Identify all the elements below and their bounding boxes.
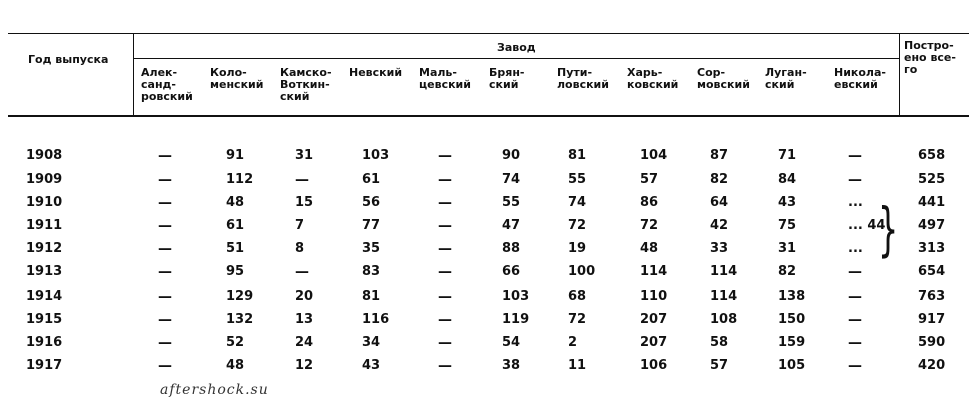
row-total: 420 (918, 358, 946, 373)
row-year: 1909 (26, 172, 63, 187)
table-cell: 55 (568, 172, 587, 187)
table-cell: — (438, 264, 452, 280)
table-cell: 88 (502, 241, 521, 256)
row-total: 525 (918, 172, 946, 187)
row-year: 1911 (26, 218, 63, 233)
row-total: 590 (918, 335, 946, 350)
table-cell: ... (848, 195, 863, 210)
table-cell: 35 (362, 241, 381, 256)
plant-header: Маль- цевский (419, 66, 471, 91)
table-cell: 114 (710, 289, 738, 304)
table-cell: 54 (502, 335, 521, 350)
table-cell: 34 (362, 335, 381, 350)
row-year: 1914 (26, 289, 63, 304)
year-column-header: Год выпуска (28, 53, 109, 66)
total-column-header: Постро- ено все- го (904, 39, 956, 76)
table-cell: — (158, 148, 172, 164)
table-cell: 110 (640, 289, 668, 304)
row-total: 763 (918, 289, 946, 304)
table-cell: 90 (502, 148, 521, 163)
table-cell: 51 (226, 241, 245, 256)
row-total: 917 (918, 312, 946, 327)
row-year: 1915 (26, 312, 63, 327)
table-cell: 83 (362, 264, 381, 279)
plant-header: Никола- евский (834, 66, 886, 91)
table-cell: 61 (362, 172, 381, 187)
plant-header: Сор- мовский (697, 66, 750, 91)
table-cell: 38 (502, 358, 521, 373)
table-cell: 100 (568, 264, 596, 279)
table-cell: — (295, 172, 309, 188)
table-cell: — (438, 218, 452, 234)
table-cell: 8 (295, 241, 305, 256)
table-cell: 150 (778, 312, 806, 327)
table-cell: — (438, 358, 452, 374)
table-cell: 72 (568, 312, 587, 327)
table-cell: 77 (362, 218, 381, 233)
table-cell: — (848, 289, 862, 305)
year-divider (133, 33, 134, 116)
table-cell: ... (848, 241, 863, 256)
row-total: 658 (918, 148, 946, 163)
table-cell: 64 (710, 195, 729, 210)
table-cell: 105 (778, 358, 806, 373)
table-cell: 72 (640, 218, 659, 233)
row-total: 441 (918, 195, 946, 210)
group-rule (133, 58, 899, 59)
table-cell: 87 (710, 148, 729, 163)
table-cell: 116 (362, 312, 390, 327)
table-cell: 95 (226, 264, 245, 279)
table-cell: 207 (640, 335, 668, 350)
table-cell: 19 (568, 241, 587, 256)
table-cell: — (158, 358, 172, 374)
table-cell: — (848, 264, 862, 280)
table-cell: — (848, 358, 862, 374)
row-total: 654 (918, 264, 946, 279)
row-year: 1916 (26, 335, 63, 350)
plant-header: Невский (349, 66, 403, 79)
plant-header: Коло- менский (210, 66, 264, 91)
table-cell: 81 (362, 289, 381, 304)
table-cell: — (158, 172, 172, 188)
table-cell: 114 (710, 264, 738, 279)
table-cell: 132 (226, 312, 254, 327)
row-year: 1910 (26, 195, 63, 210)
plant-header: Камско- Воткин- ский (280, 66, 332, 103)
table-cell: 103 (502, 289, 530, 304)
table-cell: 43 (362, 358, 381, 373)
table-cell: — (438, 289, 452, 305)
table-cell: — (438, 241, 452, 257)
table-cell: 2 (568, 335, 578, 350)
table-cell: 68 (568, 289, 587, 304)
header-bottom-rule (8, 115, 969, 117)
table-cell: 52 (226, 335, 245, 350)
table-cell: 7 (295, 218, 305, 233)
table-cell: — (158, 289, 172, 305)
table-cell: — (848, 148, 862, 164)
table-cell: 66 (502, 264, 521, 279)
plant-header: Харь- ковский (627, 66, 679, 91)
table-cell: — (848, 312, 862, 328)
table-cell: 24 (295, 335, 314, 350)
brace-bracket: } (878, 195, 899, 263)
watermark: aftershock.su (160, 382, 269, 398)
table-cell: 43 (778, 195, 797, 210)
table-cell: — (848, 335, 862, 351)
table-cell: 159 (778, 335, 806, 350)
table-cell: 57 (640, 172, 659, 187)
row-year: 1908 (26, 148, 63, 163)
table-cell: 31 (295, 148, 314, 163)
table-cell: 129 (226, 289, 254, 304)
table-cell: — (438, 335, 452, 351)
table-cell: 75 (778, 218, 797, 233)
row-total: 313 (918, 241, 946, 256)
table-cell: 104 (640, 148, 668, 163)
table-cell: 48 (640, 241, 659, 256)
table-cell: 108 (710, 312, 738, 327)
table-cell: — (438, 172, 452, 188)
table-cell: — (158, 335, 172, 351)
table-cell: 58 (710, 335, 729, 350)
top-rule (8, 33, 969, 34)
row-year: 1913 (26, 264, 63, 279)
table-cell: 33 (710, 241, 729, 256)
table-cell: — (848, 172, 862, 188)
total-divider (899, 33, 900, 116)
table-cell: 103 (362, 148, 390, 163)
table-cell: 71 (778, 148, 797, 163)
table-cell: 61 (226, 218, 245, 233)
table-cell: 138 (778, 289, 806, 304)
table-cell: 42 (710, 218, 729, 233)
table-cell: 112 (226, 172, 254, 187)
table-cell: 56 (362, 195, 381, 210)
table-cell: 11 (568, 358, 587, 373)
table-cell: 74 (568, 195, 587, 210)
table-cell: 20 (295, 289, 314, 304)
table-cell: 57 (710, 358, 729, 373)
plant-header: Брян- ский (489, 66, 525, 91)
table-cell: — (438, 312, 452, 328)
table-cell: 86 (640, 195, 659, 210)
table-cell: 48 (226, 358, 245, 373)
table-cell: — (295, 264, 309, 280)
table-cell: — (158, 241, 172, 257)
table-cell: 91 (226, 148, 245, 163)
table-cell: 31 (778, 241, 797, 256)
table-cell: — (438, 148, 452, 164)
plants-group-header: Завод (497, 41, 536, 54)
table-cell: 15 (295, 195, 314, 210)
table-cell: 84 (778, 172, 797, 187)
plant-header: Луган- ский (765, 66, 807, 91)
table-cell: 106 (640, 358, 668, 373)
table-cell: 82 (778, 264, 797, 279)
row-year: 1912 (26, 241, 63, 256)
table-cell: — (158, 195, 172, 211)
table-cell: 72 (568, 218, 587, 233)
table-cell: 207 (640, 312, 668, 327)
row-total: 497 (918, 218, 946, 233)
table-cell: 114 (640, 264, 668, 279)
plant-header: Пути- ловский (557, 66, 609, 91)
table-cell: 81 (568, 148, 587, 163)
table-cell: 119 (502, 312, 530, 327)
table-cell: — (158, 218, 172, 234)
table-cell: — (158, 264, 172, 280)
table-cell: 82 (710, 172, 729, 187)
table-cell: 48 (226, 195, 245, 210)
table-cell: 74 (502, 172, 521, 187)
row-year: 1917 (26, 358, 63, 373)
table-cell: 12 (295, 358, 314, 373)
table-cell: 47 (502, 218, 521, 233)
plant-header: Алек- санд- ровский (141, 66, 193, 103)
table-cell: — (158, 312, 172, 328)
table-cell: 55 (502, 195, 521, 210)
table-cell: 13 (295, 312, 314, 327)
table-cell: — (438, 195, 452, 211)
table-cell: ... 44 (848, 218, 886, 233)
